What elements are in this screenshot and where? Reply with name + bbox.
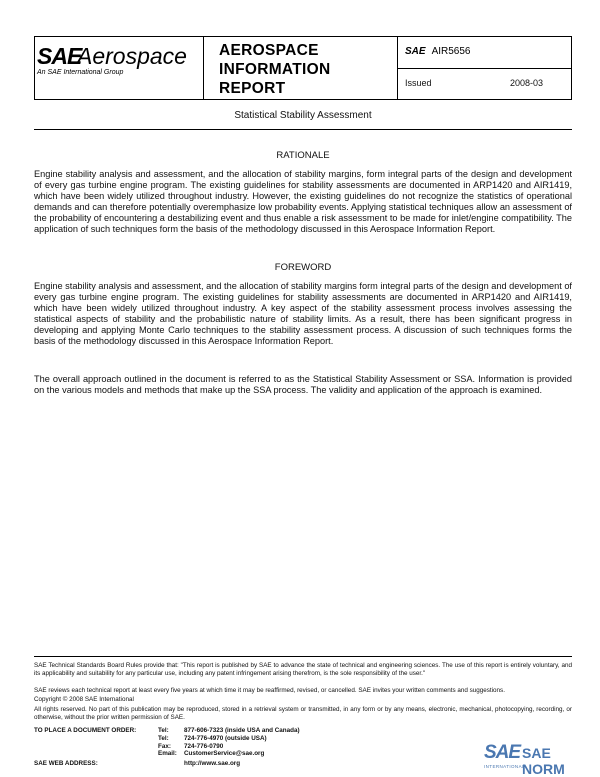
logo-sae-text: SAE [37,43,82,69]
copyright: Copyright © 2008 SAE International [34,696,134,703]
sae-aerospace-logo [37,43,201,83]
web-label: SAE WEB ADDRESS: [34,760,98,767]
issued-date: 2008-03 [510,78,544,88]
rationale-paragraph: Engine stability analysis and assessment, and the allocation of stability margins, form integral parts of the design and development of every gas turbine engine program. The existing guidelines for stability assessments are documented in ARP1420 and AIR1419, which have been widely utilized throughout industry. However, the existing guidelines do not recognize the statistics of operational demands and can therefore potentially overemphasize low probability events. Applying statistical techniques allow an assessment of the probability of encountering a destabilizing event and thus enable a risk assessment to be made for inlet/engine compatibility. The application of such techniques form the basis of the methodology discussed in this Aerospace Information Report. [34,169,572,234]
watermark-norm: SAE NORM [522,745,565,777]
review-notice: SAE reviews each technical report at least every five years at which time it may be reaffirmed, revised, or cancelled. SAE invites your written comments and suggestions. [34,687,505,694]
email-label: Email: [158,750,177,758]
issued-label: Issued [405,78,432,88]
document-number [405,46,470,57]
title-line: REPORT [219,80,286,97]
foreword-paragraph: Engine stability analysis and assessment, and the allocation of stability margins form integral parts of the design and development of every gas turbine engine program. The existing guidelines for stability assessments are documented in ARP1420 and AIR1419, which have been widely utilized throughout industry. A key aspect of the stability assessment process involves assessing the statistical aspects of stability and the probabilistic nature of stability limits. As a result, there has been significant progress in developing and applying Monte Carlo techniques to the stability assessment process. A discussion of such techniques forms the basis of the methodology discussed in this Aerospace Information Report. [34,281,572,346]
title-line: INFORMATION [219,61,331,78]
watermark-sae: SAE [484,742,521,763]
order-contact-block [34,727,300,758]
tel2-value: 724-776-4970 (outside USA) [184,734,267,742]
web-link[interactable]: http://www.sae.org [184,760,241,767]
rights-notice: All rights reserved. No part of this publication may be reproduced, stored in a retrieval system or transmitted, in any form or by any means, electronic, mechanical, photocopying, recording, or otherwise, without the prior written permission of SAE. [34,706,572,722]
tel-value: 877-606-7323 (inside USA and Canada) [184,727,300,734]
divider [397,68,571,69]
standards-notice: SAE Technical Standards Board Rules provide that: "This report is published by SAE to advance the state of technical and engineering sciences. The use of this report is entirely voluntary, and its applicability and suitability for any particular use, including any patent infringement arising therefrom, is the sole responsibility of the user." [34,662,572,678]
foreword-paragraph: The overall approach outlined in the document is referred to as the Statistical Stability Assessment or SSA. Information is provided on the various models and methods that make up the SSA process. The validity and application of the approach is examined. [34,374,572,395]
divider [34,656,572,657]
order-label: TO PLACE A DOCUMENT ORDER: [34,727,137,734]
divider [34,129,572,130]
logo-aerospace-text: Aerospace [77,43,187,69]
title-line: AEROSPACE [219,42,319,59]
watermark-small: INTERNATIONAL [484,764,525,769]
doc-number-text: AIR5656 [431,46,471,57]
document-title: Statistical Stability Assessment [234,110,372,121]
web-address [34,760,240,767]
report-type-title [219,41,331,98]
rationale-heading: RATIONALE [276,150,330,161]
tel-label: Tel: [158,727,169,734]
tel2-label: Tel: [158,734,169,742]
email-link[interactable]: CustomerService@sae.org [184,750,265,758]
sae-norm-watermark-logo [484,742,594,777]
fax-value: 724-776-0790 [184,742,224,750]
header-frame [34,36,572,100]
divider [203,37,204,99]
foreword-heading: FOREWORD [274,262,332,273]
fax-label: Fax: [158,742,171,750]
sae-mark: SAE [405,46,426,57]
logo-subtitle: An SAE International Group [37,69,124,76]
